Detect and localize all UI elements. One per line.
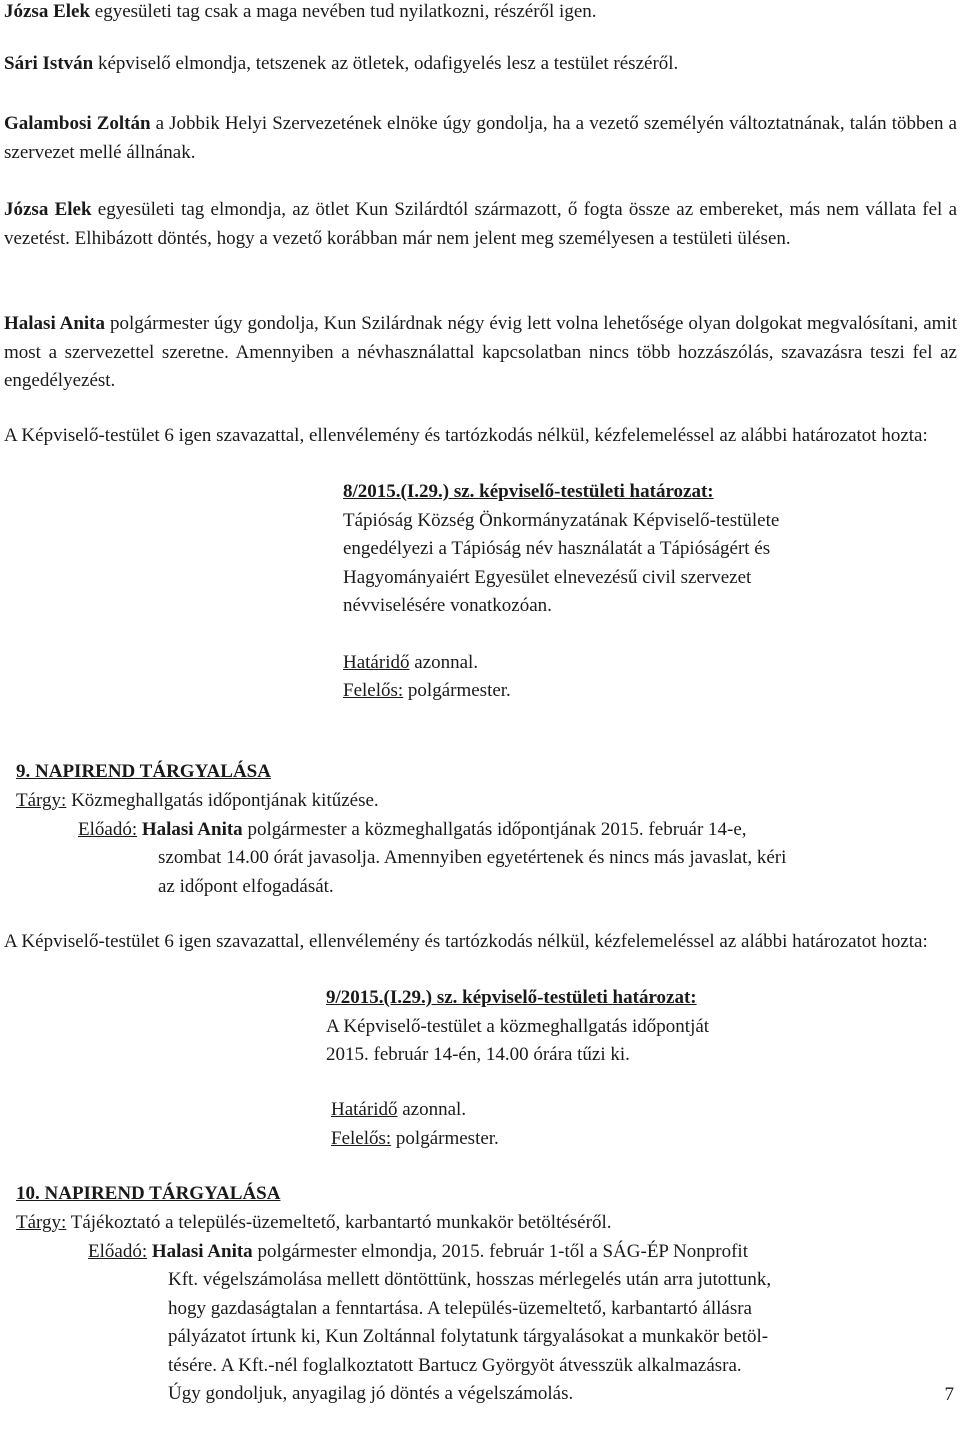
presenter-text: polgármester elmondja, 2015. február 1-től a SÁG-ÉP Nonprofit [252, 1241, 748, 1262]
presenter-label: Előadó: [78, 819, 138, 840]
paragraph-text: a Jobbik Helyi Szervezetének elnöke úgy gondolja, ha a vezető személyén változtatnának, talán többen a szervezet mellé állnának. [4, 113, 957, 163]
paragraph [4, 0, 957, 27]
vote-paragraph: A Képviselő-testület 6 igen szavazattal, ellenvélemény és tartózkodás nélkül, kézfelemeléssel az alábbi határozatot hozta: [4, 931, 928, 952]
resolution-line: Tápióság Község Önkormányzatának Képviselő-testülete [343, 509, 780, 531]
paragraph-text: képviselő elmondja, tetszenek az ötletek, odafigyelés lesz a testület részéről. [93, 53, 679, 74]
agenda-subject [16, 787, 379, 816]
subject-text: Tájékoztató a település-üzemeltető, karbantartó munkakör betöltéséről. [66, 1211, 612, 1233]
presenter-name: Halasi Anita [151, 1241, 253, 1262]
speaker-name: Halasi Anita [4, 313, 106, 334]
resolution-block [343, 478, 779, 706]
deadline [331, 1096, 499, 1125]
speaker-name: Józsa Elek [4, 199, 92, 220]
paragraph [4, 110, 957, 167]
deadline [343, 649, 779, 678]
presenter-line [78, 816, 747, 845]
presenter-text: polgármester a közmeghallgatás időpontjának 2015. február 14-e, [242, 819, 747, 840]
paragraph-text: polgármester úgy gondolja, Kun Szilárdnak négy évig lett volna lehetősége olyan dolgokat megvalósítani, amit most a szervezettel szeretne. Amennyiben a névhasználattal kapcsolatban nincs több hozzászólás, szavazásra teszi fel az engedélyezést. [4, 313, 957, 391]
presenter-name: Halasi Anita [141, 819, 243, 840]
resolution-line: Hagyományaiért Egyesület elnevezésű civil szervezet [343, 566, 752, 588]
speaker-name: Galambosi Zoltán [4, 113, 151, 134]
presenter-line: Kft. végelszámolása mellett döntöttünk, hosszas mérlegelés után arra jutottunk, [168, 1269, 772, 1290]
subject-label: Tárgy: [16, 789, 67, 811]
deadline-label: Határidő [331, 1099, 398, 1120]
responsible-label: Felelős: [331, 1127, 392, 1149]
responsible-value: polgármester. [391, 1127, 499, 1149]
paragraph [4, 310, 957, 396]
responsible-value: polgármester. [403, 680, 511, 701]
agenda-heading: 10. NAPIREND TÁRGYALÁSA [16, 1183, 281, 1204]
agenda-presenter [78, 816, 747, 845]
speaker-name: Sári István [4, 53, 94, 74]
resolution-title: 9/2015.(I.29.) sz. képviselő-testületi határozat: [326, 987, 697, 1008]
agenda-subject [16, 1209, 611, 1238]
resolution-line: 2015. február 14-én, 14.00 órára tűzi ki. [326, 1044, 630, 1065]
resolution-block [326, 984, 709, 1070]
agenda-heading: 9. NAPIREND TÁRGYALÁSA [16, 761, 271, 782]
agenda-presenter-cont [168, 1266, 771, 1409]
resolution-title: 8/2015.(I.29.) sz. képviselő-testületi határozat: [343, 481, 714, 502]
paragraph-text: egyesületi tag csak a maga nevében tud nyilatkozni, részéről igen. [90, 1, 597, 22]
resolution-line: névviselésére vonatkozóan. [343, 595, 552, 616]
presenter-line: hogy gazdaságtalan a fenntartása. A település-üzemeltető, karbantartó állásra [168, 1297, 752, 1319]
agenda-heading-10 [16, 1180, 611, 1237]
subject-label: Tárgy: [16, 1211, 67, 1233]
vote-paragraph: A Képviselő-testület 6 igen szavazattal, ellenvélemény és tartózkodás nélkül, kézfelemeléssel az alábbi határozatot hozta: [4, 425, 928, 446]
subject-text: Közmeghallgatás időpontjának kitűzése. [66, 789, 379, 811]
agenda-presenter-cont [158, 844, 786, 901]
presenter-line: Úgy gondoljuk, anyagilag jó döntés a végelszámolás. [168, 1383, 574, 1404]
speaker-name: Józsa Elek [4, 1, 91, 22]
paragraph [4, 196, 957, 253]
presenter-line [88, 1238, 748, 1267]
paragraph [4, 50, 957, 79]
presenter-line: szombat 14.00 órát javasolja. Amennyiben egyetértenek és nincs más javaslat, kéri [158, 847, 787, 868]
agenda-presenter [88, 1238, 748, 1267]
resolution-line: engedélyezi a Tápióság név használatát a Tápióságért és [343, 538, 771, 559]
page-number: 7 [944, 1384, 954, 1405]
presenter-line: az időpont elfogadását. [158, 875, 334, 897]
deadline-value: azonnal. [409, 651, 479, 673]
deadline-value: azonnal. [397, 1099, 467, 1120]
agenda-heading-9 [16, 758, 379, 815]
responsible-label: Felelős: [343, 680, 404, 701]
responsible [331, 1125, 499, 1154]
resolution-footer [331, 1096, 499, 1153]
resolution-line: A Képviselő-testület a közmeghallgatás időpontját [326, 1015, 710, 1037]
paragraph-text: egyesületi tag elmondja, az ötlet Kun Szilárdtól származott, ő fogta össze az embereket, más nem vállata fel a vezetést. Elhibázott döntés, hogy a vezető korábban már nem jelent meg személyesen a testületi ülésen. [4, 199, 957, 249]
presenter-line: pályázatot írtunk ki, Kun Zoltánnal folytatunk tárgyalásokat a munkakör betöl- [168, 1326, 769, 1347]
deadline-label: Határidő [343, 651, 410, 673]
presenter-line: tésére. A Kft.-nél foglalkoztatott Bartucz Györgyöt átvesszük alkalmazásra. [168, 1354, 742, 1376]
responsible [343, 677, 779, 706]
presenter-label: Előadó: [88, 1241, 148, 1262]
